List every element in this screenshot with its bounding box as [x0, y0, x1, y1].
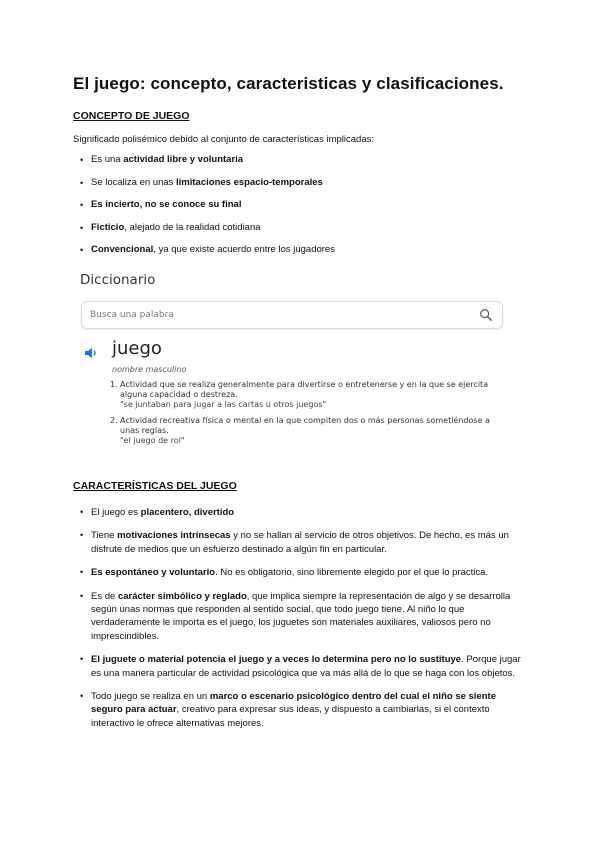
list-item: • Ficticio, alejado de la realidad cotidiana — [80, 221, 261, 233]
definition — [110, 380, 510, 410]
dictionary-title: Diccionario — [80, 272, 156, 288]
list-item — [80, 566, 530, 579]
bullet-icon: • — [80, 222, 84, 233]
bullet-icon: • — [80, 177, 84, 188]
search-input[interactable] — [90, 307, 470, 323]
speaker-icon[interactable] — [83, 345, 99, 361]
text-run: Todo juego se realiza en un — [91, 691, 210, 703]
bullet-icon: • — [80, 590, 84, 601]
page-title: El juego: concepto, caracteristicas y clasificaciones. — [73, 74, 504, 93]
concepto-intro: Significado polisémico debido al conjunto de características implicadas: — [73, 134, 374, 145]
headword: juego — [112, 338, 162, 359]
bullet-icon: • — [80, 691, 84, 702]
bullet-icon: • — [80, 507, 84, 517]
text-run: , creativo para expresar sus ideas, y dispuesto a cambiarlas, si el contexto interactivo le ofrece alternativas mejores. — [91, 704, 490, 729]
list-item — [80, 653, 530, 680]
dictionary-widget — [80, 272, 510, 445]
text-run: carácter simbólico y reglado — [117, 590, 247, 602]
list-item: • Es incierto, no se conoce su final — [80, 199, 242, 210]
search-icon[interactable] — [479, 308, 493, 322]
concepto-heading: CONCEPTO DE JUEGO — [73, 110, 190, 122]
definition-text: Actividad que se realiza generalmente para divertirse o entretenerse y en la que se ejercita alguna capacidad o destreza. — [120, 380, 489, 399]
bullet-icon: • — [80, 200, 84, 210]
text-run: placentero, divertido — [140, 507, 235, 518]
text-run: . Porque jugar es una manera particular de actividad psicológica que va más allá de lo que se haga con los objetos. — [91, 654, 521, 679]
text-run: y no se hallan al servicio de otros objetivos. De hecho, es más un disfrute de medios que un esfuerzo destinado a algún fin en particular. — [91, 530, 509, 555]
caracteristicas-list — [80, 506, 530, 740]
bullet-icon: • — [80, 530, 84, 541]
text-run: Es espontáneo y voluntario — [91, 567, 216, 579]
list-item: • Se localiza en unas limitaciones espacio-temporales — [80, 176, 323, 188]
caracteristicas-heading: CARACTERÍSTICAS DEL JUEGO — [73, 480, 237, 492]
part-of-speech: nombre masculino — [112, 365, 187, 374]
list-item — [80, 506, 530, 519]
text-run: . No es obligatorio, sino libremente elegido por el que lo practica. — [215, 567, 489, 579]
text-run: El juego es — [91, 507, 141, 518]
text-run: Tiene — [91, 530, 118, 542]
bullet-icon: • — [80, 155, 84, 165]
definition-number: 1. — [110, 380, 118, 389]
list-item — [80, 590, 530, 644]
definition-number: 2. — [110, 416, 118, 425]
list-item: • Convencional, ya que existe acuerdo entre los jugadores — [80, 244, 335, 255]
text-run: marco o escenario psicológico dentro del cual el niño se siente seguro para actuar — [91, 691, 496, 716]
definition-example: "se juntaban para jugar a las cartas u otros juegos" — [120, 400, 327, 409]
bullet-icon: • — [80, 654, 84, 665]
definition-example: "el juego de rol" — [120, 436, 185, 445]
text-run: motivaciones intrínsecas — [117, 530, 231, 542]
text-run: Es de — [91, 590, 118, 602]
concepto-list — [80, 154, 540, 267]
definition — [110, 416, 510, 446]
text-run: El juguete o material potencia el juego y a veces lo determina pero no lo sustituye — [91, 654, 462, 666]
search-box[interactable] — [81, 301, 503, 329]
bullet-icon: • — [80, 567, 84, 578]
definition-text: Actividad recreativa física o mental en la que compiten dos o más personas sometiéndose a unas reglas. — [120, 416, 490, 435]
definitions-list — [110, 380, 510, 452]
bullet-icon: • — [80, 245, 84, 255]
list-item — [80, 529, 530, 556]
text-run: , que implica siempre la representación de algo y se desarrolla según unas normas que responden al sentido social, que todo juego tiene. Al niño lo que verdaderamente le importa es el juego, los juguetes son materiales auxiliares, valiosos pero no imprescindibles. — [91, 590, 511, 642]
list-item — [80, 690, 530, 730]
list-item: • Es una actividad libre y voluntaria — [80, 154, 244, 165]
